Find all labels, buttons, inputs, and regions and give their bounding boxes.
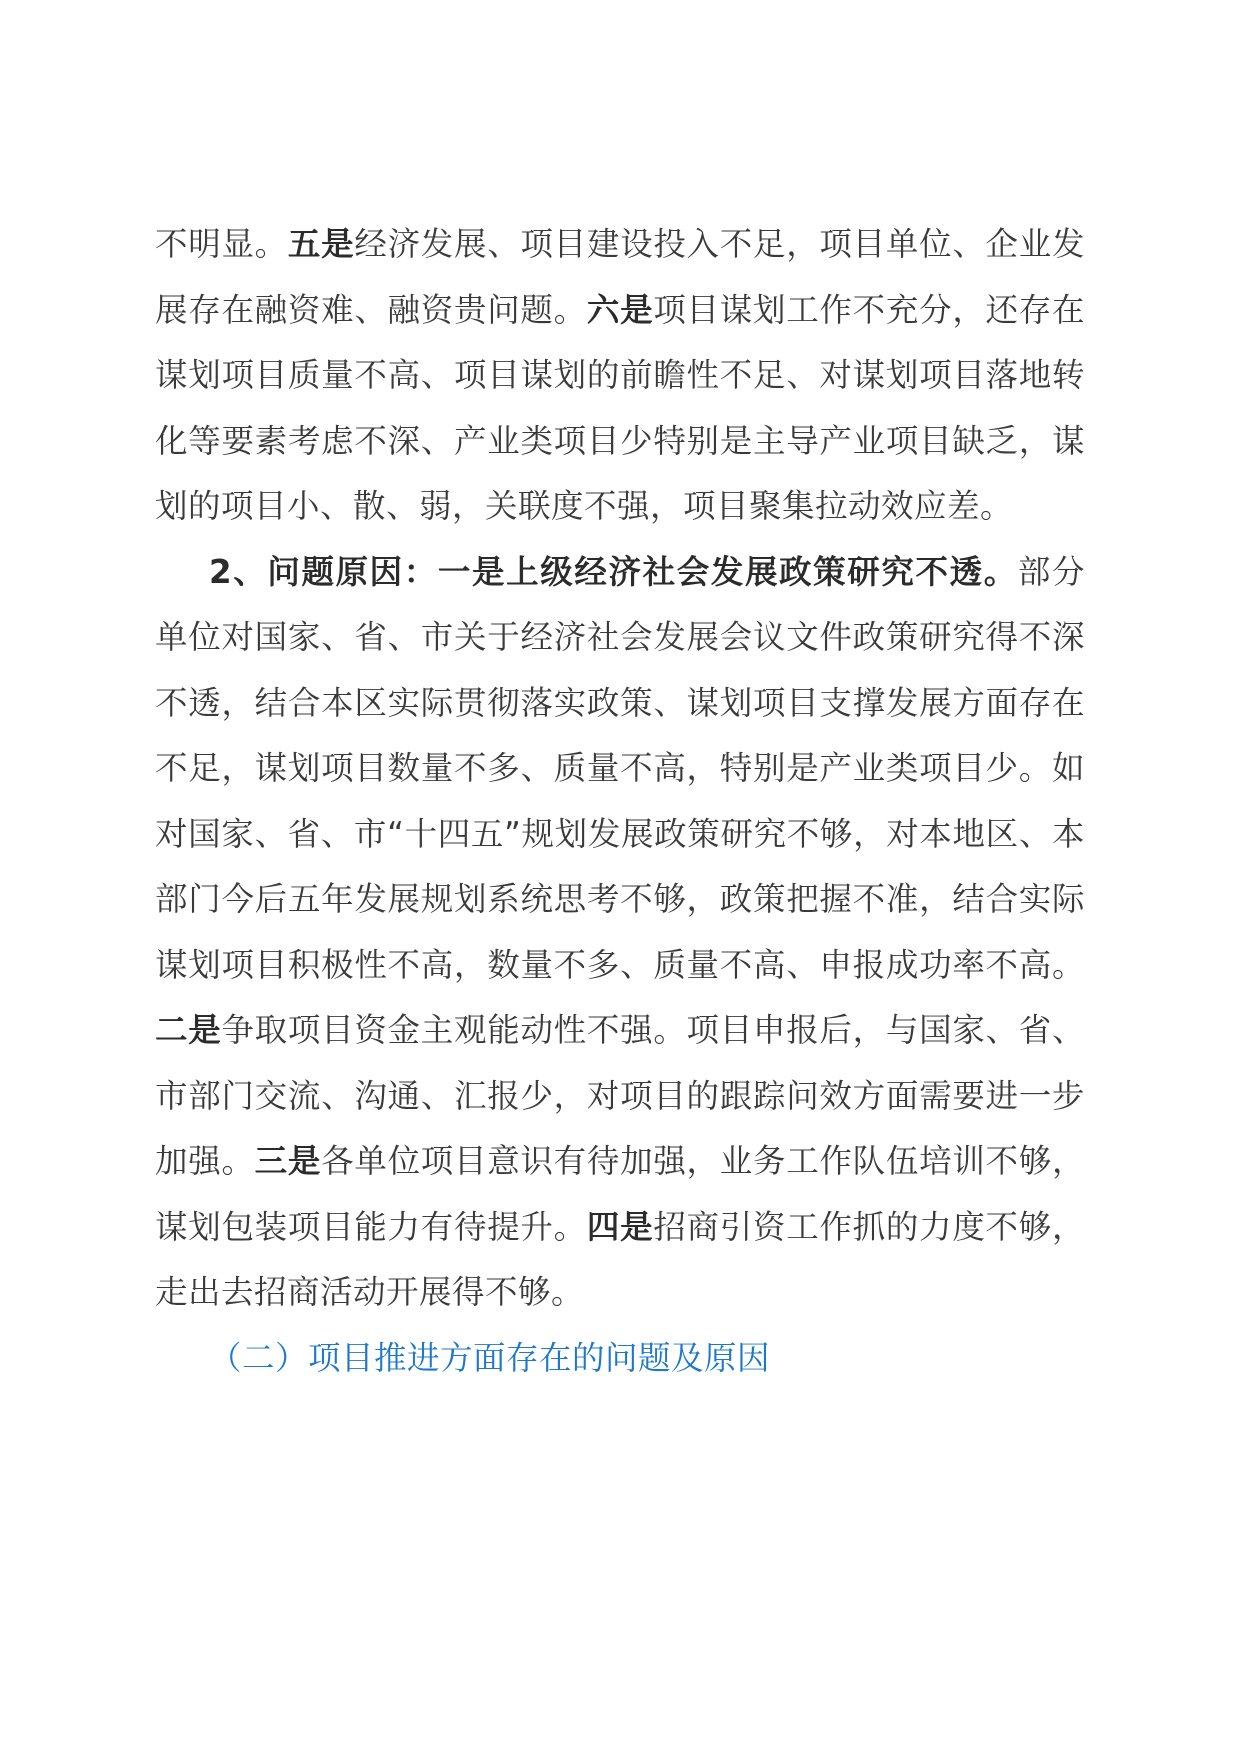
text-run: 不明显。 bbox=[155, 225, 288, 263]
text-run: 经济发展、项目建设投入不足，项目单位、企业发展存在融资难、融资贵问题。 bbox=[155, 225, 1085, 329]
bold-causes-lead: 2、问题原因：一是上级经济社会发展政策研究不透。 bbox=[209, 552, 1018, 591]
text-run: 项目谋划工作不充分，还存在谋划项目质量不高、项目谋划的前瞻性不足、对谋划项目落地转化等要素考虑不深、产业类项目少特别是主导产业项目缺乏，谋划的项目小、散、弱，关联度不强，项目聚集拉动效应差。 bbox=[155, 290, 1085, 525]
paragraph-problem-causes bbox=[155, 540, 1085, 1326]
text-run: 部分单位对国家、省、市关于经济社会发展会议文件政策研究得不深不透，结合本区实际贯彻落实政策、谋划项目支撑发展方面存在不足，谋划项目数量不多、质量不高，特别是产业类项目少。如对国家、省、市“十四五”规划发展政策研究不够，对本地区、本部门今后五年发展规划系统思考不够，政策把握不准，结合实际谋划项目积极性不高，数量不多、质量不高、申报成功率不高。 bbox=[155, 552, 1085, 984]
bold-marker-four: 四是 bbox=[586, 1207, 654, 1246]
bold-marker-three: 三是 bbox=[254, 1142, 322, 1180]
bold-marker-two: 二是 bbox=[155, 1011, 222, 1049]
text-run: 招商引资工作抓的力度不够，走出去招商活动开展得不够。 bbox=[155, 1207, 1085, 1311]
section-heading: （二）项目推进方面存在的问题及原因 bbox=[209, 1338, 771, 1377]
bold-marker-six: 六是 bbox=[586, 290, 654, 329]
text-run: 各单位项目意识有待加强，业务工作队伍培训不够，谋划包装项目能力有待提升。 bbox=[155, 1142, 1085, 1246]
bold-marker-five: 五是 bbox=[287, 225, 355, 263]
document-page bbox=[155, 212, 1085, 1391]
paragraph-problems-continued bbox=[155, 212, 1085, 540]
text-run: 争取项目资金主观能动性不强。项目申报后，与国家、省、市部门交流、沟通、汇报少，对项目的跟踪问效方面需要进一步加强。 bbox=[155, 1011, 1085, 1180]
